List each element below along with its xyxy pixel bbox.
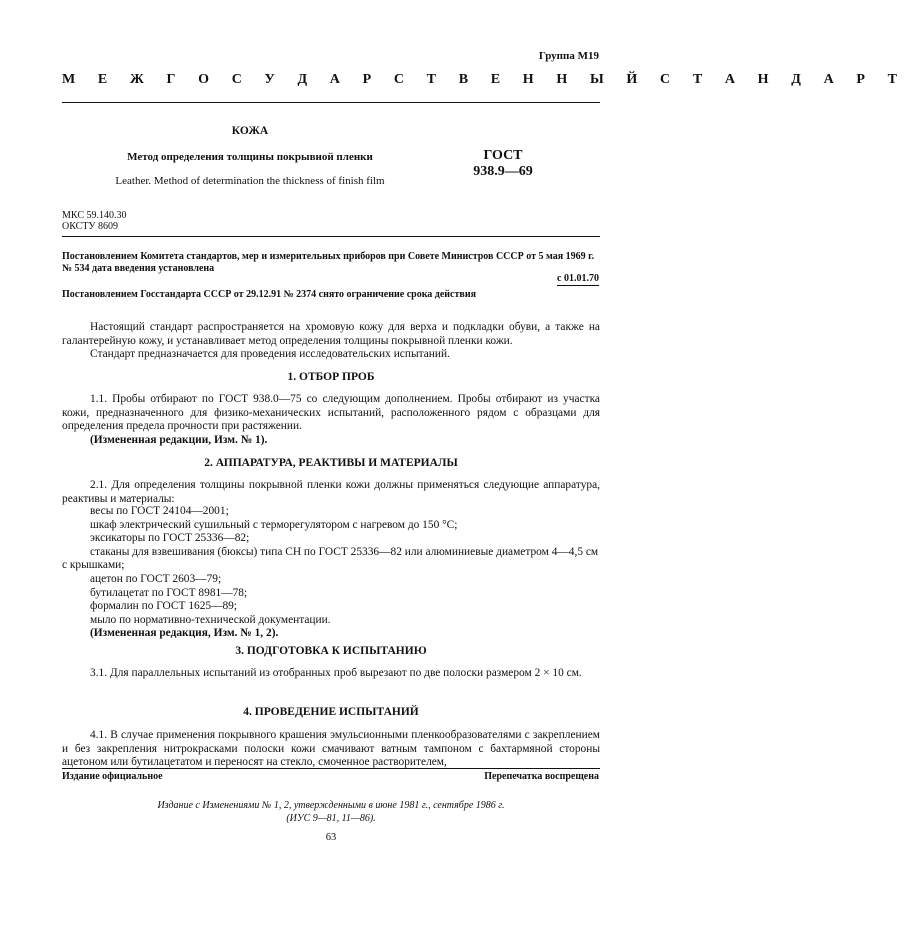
introduction-date: с 01.01.70 [557, 273, 599, 284]
section-2-intro: 2.1. Для определения толщины покрывной пленки кожи должны применяться следующие аппаратура, реактивы и материалы: [62, 479, 600, 505]
decree-line-3: Постановлением Госстандарта СССР от 29.12.91 № 2374 снято ограничение срока действия [62, 289, 476, 300]
gost-designation [458, 148, 548, 180]
gost-number: 938.9—69 [473, 164, 533, 179]
section-3-text: 3.1. Для параллельных испытаний из отобранных проб вырезают по две полоски размером 2 × 10 см. [90, 667, 582, 679]
footer-rule [62, 768, 600, 769]
gost-label: ГОСТ [483, 148, 523, 163]
section-4-heading: 4. ПРОВЕДЕНИЕ ИСПЫТАНИЙ [243, 706, 419, 718]
edition-note-line-2: (ИУС 9—81, 11—86). [286, 813, 376, 824]
intro-paragraph-2: Стандарт предназначается для проведения исследовательских испытаний. [90, 348, 450, 360]
intro-section [62, 321, 600, 362]
list-item: эксикаторы по ГОСТ 25336—82; [90, 532, 250, 545]
reprint-prohibited-label: Перепечатка воспрещена [484, 771, 599, 782]
english-title: Leather. Method of determination the thickness of finish film [115, 175, 385, 187]
list-item: ацетон по ГОСТ 2603—79; [90, 572, 222, 585]
edition-note [62, 799, 600, 825]
section-4-text: 4.1. В случае применения покрывного крашения эмульсионными пленкообразователями с закреплением и без закрепления нитрокрасками полоски кожи смачивают ватным тампоном с бахтармяной стороны ацетоном или бутилацетатом и переносят на стекло, смоченное растворителем, [62, 729, 600, 768]
section-3-heading: 3. ПОДГОТОВКА К ИСПЫТАНИЮ [235, 645, 427, 657]
decree-line-1: Постановлением Комитета стандартов, мер и измерительных приборов при Совете Министров СССР от 5 мая 1969 г. [62, 251, 595, 262]
page-number: 63 [325, 832, 337, 843]
classification-codes [62, 210, 126, 232]
group-code: Группа М19 [538, 50, 599, 62]
mks-code: МКС 59.140.30 [62, 210, 127, 221]
intro-paragraph-1: Настоящий стандарт распространяется на хромовую кожу для верха и подкладки обуви, а также на галантерейную кожу, и устанавливает метод определения толщины покрывной пленки кожи. [62, 321, 600, 347]
section-3-body [62, 667, 600, 681]
list-item: стаканы для взвешивания (бюксы) типа СН по ГОСТ 25336—82 или алюминиевые диаметром 4—4,5 см с крышками; [62, 545, 599, 572]
header-rule [62, 102, 600, 103]
section-1-change-note: (Измененная редакции, Изм. № 1). [90, 433, 268, 446]
list-item: формалин по ГОСТ 1625—89; [90, 600, 238, 613]
list-item: шкаф электрический сушильный с терморегулятором с нагревом до 150 °С; [90, 518, 458, 531]
section-1-text: 1.1. Пробы отбирают по ГОСТ 938.0—75 со следующим дополнением. Пробы отбирают из участка кожи, предназначенного для физико-механических испытаний, расположенного рядом с образцами для определения предела прочности при растяжении. [62, 393, 600, 432]
okstu-code: ОКСТУ 8609 [62, 221, 119, 232]
section-2-change-note: (Измененная редакция, Изм. № 1, 2). [90, 627, 279, 640]
section-1-heading: 1. ОТБОР ПРОБ [287, 371, 375, 383]
decree-text [62, 251, 600, 275]
interstate-standard-banner: М Е Ж Г О С У Д А Р С Т В Е Н Н Ы Й С Т А Н Д А Р Т [62, 72, 907, 87]
section-2-heading: 2. АППАРАТУРА, РЕАКТИВЫ И МАТЕРИАЛЫ [204, 457, 458, 469]
edition-note-line-1: Издание с Изменениями № 1, 2, утвержденными в июне 1981 г., сентябре 1986 г. [157, 800, 505, 811]
official-edition-label: Издание официальное [62, 771, 163, 782]
list-item: бутилацетат по ГОСТ 8981—78; [90, 586, 248, 599]
decree-line-2: № 534 дата введения установлена [62, 263, 215, 274]
list-item: весы по ГОСТ 24104—2001; [90, 505, 229, 517]
method-title: Метод определения толщины покрывной пленки [127, 151, 373, 163]
section-2-list [62, 505, 600, 641]
list-item: мыло по нормативно-технической документации. [90, 613, 331, 626]
section-1-body [62, 393, 600, 447]
decree-rule [62, 236, 600, 237]
document-title: КОЖА [231, 125, 269, 137]
section-2-text [62, 479, 600, 506]
section-4-body [62, 729, 600, 770]
